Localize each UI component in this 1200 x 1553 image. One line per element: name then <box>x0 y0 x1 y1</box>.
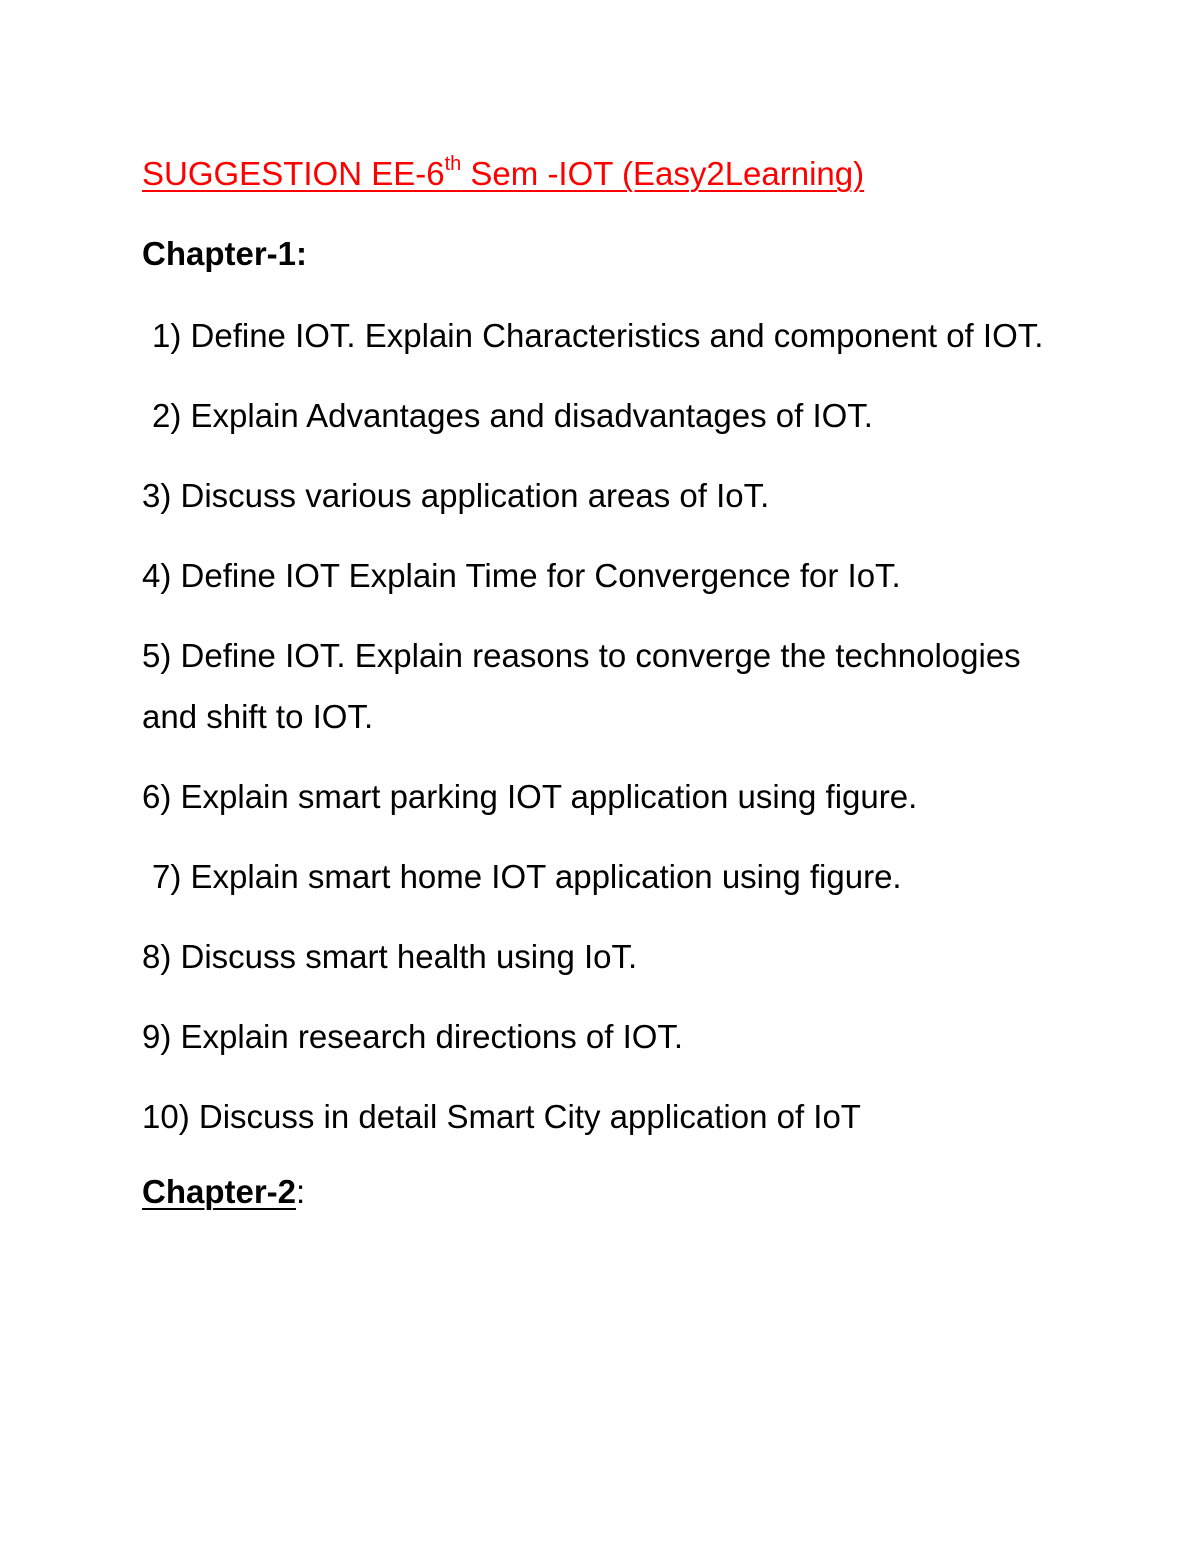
question-2: 2) Explain Advantages and disadvantages of IOT. <box>152 397 873 434</box>
chapter-2-colon: : <box>296 1173 306 1210</box>
question-1: 1) Define IOT. Explain Characteristics and component of IOT. <box>152 317 1044 354</box>
question-5: 5) Define IOT. Explain reasons to converge the technologies and shift to IOT. <box>142 637 1021 735</box>
document-title <box>142 148 1142 200</box>
question-3: 3) Discuss various application areas of IoT. <box>142 477 770 514</box>
question-4: 4) Define IOT Explain Time for Convergence for IoT. <box>142 557 901 594</box>
title-superscript: th <box>444 153 462 175</box>
question-10: 10) Discuss in detail Smart City application of IoT <box>142 1098 861 1135</box>
question-9: 9) Explain research directions of IOT. <box>142 1018 684 1055</box>
chapter-2-heading <box>142 1166 1142 1218</box>
question-8: 8) Discuss smart health using IoT. <box>142 938 638 975</box>
title-prefix: SUGGESTION EE-6 <box>142 155 445 192</box>
chapter-2-title: Chapter-2 <box>142 1173 297 1210</box>
chapter-1-heading: Chapter-1: <box>142 235 308 272</box>
title-suffix: Sem -IOT (Easy2Learning) <box>461 155 865 192</box>
question-7: 7) Explain smart home IOT application using figure. <box>152 858 902 895</box>
question-6: 6) Explain smart parking IOT application using figure. <box>142 778 918 815</box>
document-content <box>142 148 1142 1243</box>
chapter-1-question-list <box>142 305 1142 1147</box>
